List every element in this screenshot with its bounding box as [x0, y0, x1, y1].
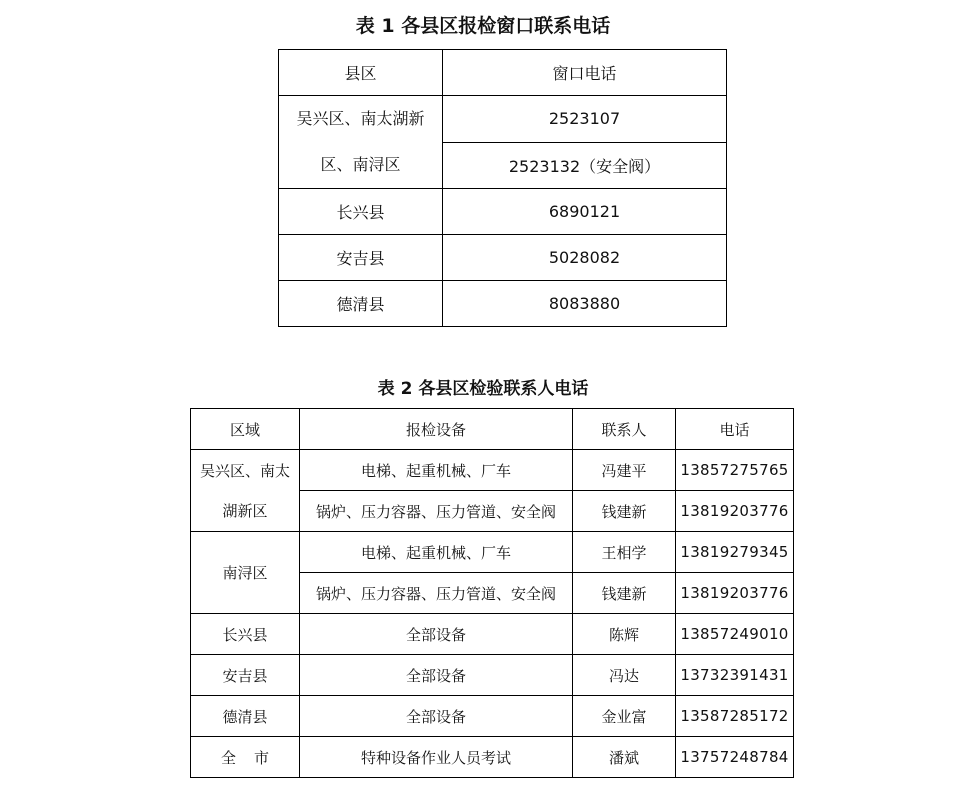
phone-cell: 13819203776: [676, 491, 794, 532]
table-row: [279, 96, 727, 143]
contact-cell: 王相学: [573, 532, 676, 573]
header-county: 县区: [279, 50, 443, 96]
region-cell: 德清县: [279, 281, 443, 327]
equipment-cell: 全部设备: [300, 655, 573, 696]
region-cell: 全市: [191, 737, 300, 778]
equipment-cell: 锅炉、压力容器、压力管道、安全阀: [300, 573, 573, 614]
contact-cell: 钱建新: [573, 573, 676, 614]
region-line: 吴兴区、南太: [199, 461, 290, 480]
equipment-cell: 电梯、起重机械、厂车: [300, 450, 573, 491]
phone-cell: 6890121: [443, 189, 727, 235]
region-line: 区、南浔区: [320, 155, 401, 174]
header-area: 区域: [191, 409, 300, 450]
equipment-cell: 全部设备: [300, 696, 573, 737]
phone-cell: 13857249010: [676, 614, 794, 655]
table-row: [191, 655, 794, 696]
table-row: [279, 189, 727, 235]
table-header-row: [191, 409, 794, 450]
phone-cell: 13732391431: [676, 655, 794, 696]
region-cell: 长兴县: [191, 614, 300, 655]
phone-cell: 13757248784: [676, 737, 794, 778]
table-row: [191, 614, 794, 655]
phone-cell: 13857275765: [676, 450, 794, 491]
table-row: [191, 696, 794, 737]
region-cell: 德清县: [191, 696, 300, 737]
region-cell: [191, 450, 300, 532]
header-window-phone: 窗口电话: [443, 50, 727, 96]
phone-cell: 2523132（安全阀）: [443, 142, 727, 189]
equipment-cell: 电梯、起重机械、厂车: [300, 532, 573, 573]
region-cell: 南浔区: [191, 532, 300, 614]
table1-caption: 表 1 各县区报检窗口联系电话: [355, 15, 611, 37]
inspection-contact-table: [190, 408, 794, 778]
region-cell: 安吉县: [191, 655, 300, 696]
table2-caption: 表 2 各县区检验联系人电话: [377, 379, 589, 399]
table-header-row: [279, 50, 727, 96]
contact-cell: 冯建平: [573, 450, 676, 491]
contact-cell: 钱建新: [573, 491, 676, 532]
equipment-cell: 特种设备作业人员考试: [300, 737, 573, 778]
region-cell: [279, 96, 443, 189]
table-row: [279, 235, 727, 281]
table-row: [191, 532, 794, 573]
contact-cell: 潘斌: [573, 737, 676, 778]
region-line: 吴兴区、南太湖新: [296, 109, 425, 128]
contact-cell: 金业富: [573, 696, 676, 737]
contact-cell: 陈辉: [573, 614, 676, 655]
table-row: [279, 281, 727, 327]
header-contact: 联系人: [573, 409, 676, 450]
region-cell: 长兴县: [279, 189, 443, 235]
equipment-cell: 锅炉、压力容器、压力管道、安全阀: [300, 491, 573, 532]
phone-cell: 2523107: [443, 96, 727, 143]
phone-cell: 8083880: [443, 281, 727, 327]
window-phone-table: [278, 49, 727, 327]
phone-cell: 13819279345: [676, 532, 794, 573]
region-cell: 安吉县: [279, 235, 443, 281]
contact-cell: 冯达: [573, 655, 676, 696]
phone-cell: 13587285172: [676, 696, 794, 737]
header-phone: 电话: [676, 409, 794, 450]
table-row: [191, 450, 794, 491]
equipment-cell: 全部设备: [300, 614, 573, 655]
region-line: 湖新区: [222, 501, 268, 520]
header-equipment: 报检设备: [300, 409, 573, 450]
phone-cell: 5028082: [443, 235, 727, 281]
table-row: [191, 737, 794, 778]
phone-cell: 13819203776: [676, 573, 794, 614]
